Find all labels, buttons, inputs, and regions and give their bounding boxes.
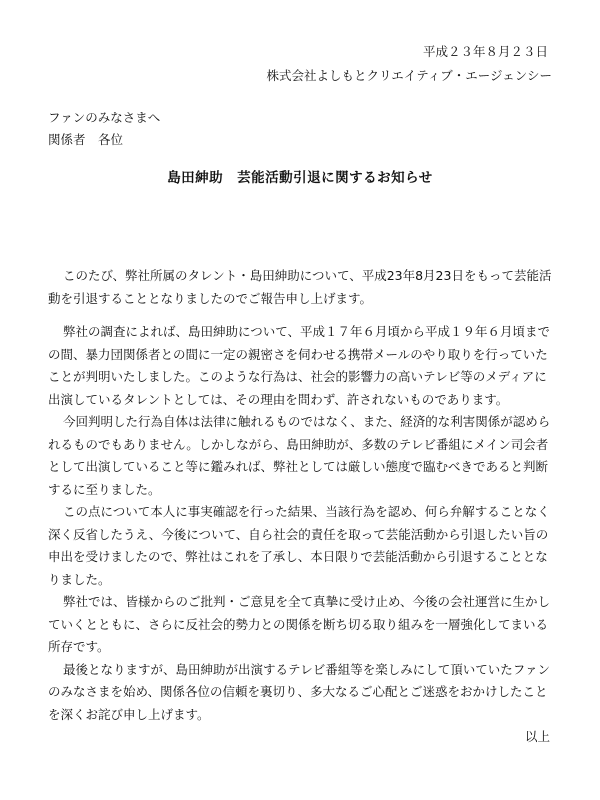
paragraph-2: 弊社の調査によれば、島田紳助について、平成１７年６月頃から平成１９年６月頃までの間、暴力団関係者との間に一定の親密さを伺わせる携帯メールのやり取りを行っていたことが判明いたしました。このような行為は、社会的影響力の高いテレビ等のメディアに出演しているタレントとしては、その理由を問わず、許されないものであります。 [48, 324, 551, 407]
paragraph-5: 弊社では、皆様からのご批判・ご意見を全て真摯に受け止め、今後の会社運営に生かしていくとともに、さらに反社会的勢力との関係を断ち切る取り組みを一層強化してまいる所存です。 [48, 594, 551, 654]
company-name: 株式会社よしもとクリエイティブ・エージェンシー [266, 68, 552, 83]
paragraph-1: このたび、弊社所属のタレント・島田紳助について、平成23年8月23日をもって芸能活動を引退することとなりましたのでご報告申し上げます。 [48, 268, 552, 306]
issue-date: 平成２３年８月２３日 [422, 44, 548, 59]
document-title: 島田紳助 芸能活動引退に関するお知らせ [167, 170, 433, 186]
paragraph-4: この点について本人に事実確認を行った結果、当該行為を認め、何ら弁解することなく深く反省したうえ、今後について、自ら社会的責任を取って芸能活動から引退したい旨の申出を受けましたので、弊社はこれを了承し、本日限りで芸能活動から引退することとなりました。 [48, 504, 550, 587]
closing-mark: 以上 [524, 729, 550, 744]
addressee-parties: 関係者 各位 [48, 132, 124, 147]
body-intro [48, 265, 558, 310]
body-main [48, 321, 558, 726]
addressee-fans: ファンのみなさまへ [48, 110, 161, 125]
paragraph-3: 今回判明した行為自体は法律に触れるものではなく、また、経済的な利害関係が認められるものでもありません。しかしながら、島田紳助が、多数のテレビ番組にメイン司会者として出演していること等に鑑みれば、弊社としては厳しい態度で臨むべきであると判断するに至りました。 [48, 414, 551, 497]
paragraph-6: 最後となりますが、島田紳助が出演するテレビ番組等を楽しみにして頂いていたファンのみなさまを始め、関係各位の信頼を裏切り、多大なるご心配とご迷惑をおかけしたことを深くお詫び申し上げます。 [48, 661, 551, 722]
